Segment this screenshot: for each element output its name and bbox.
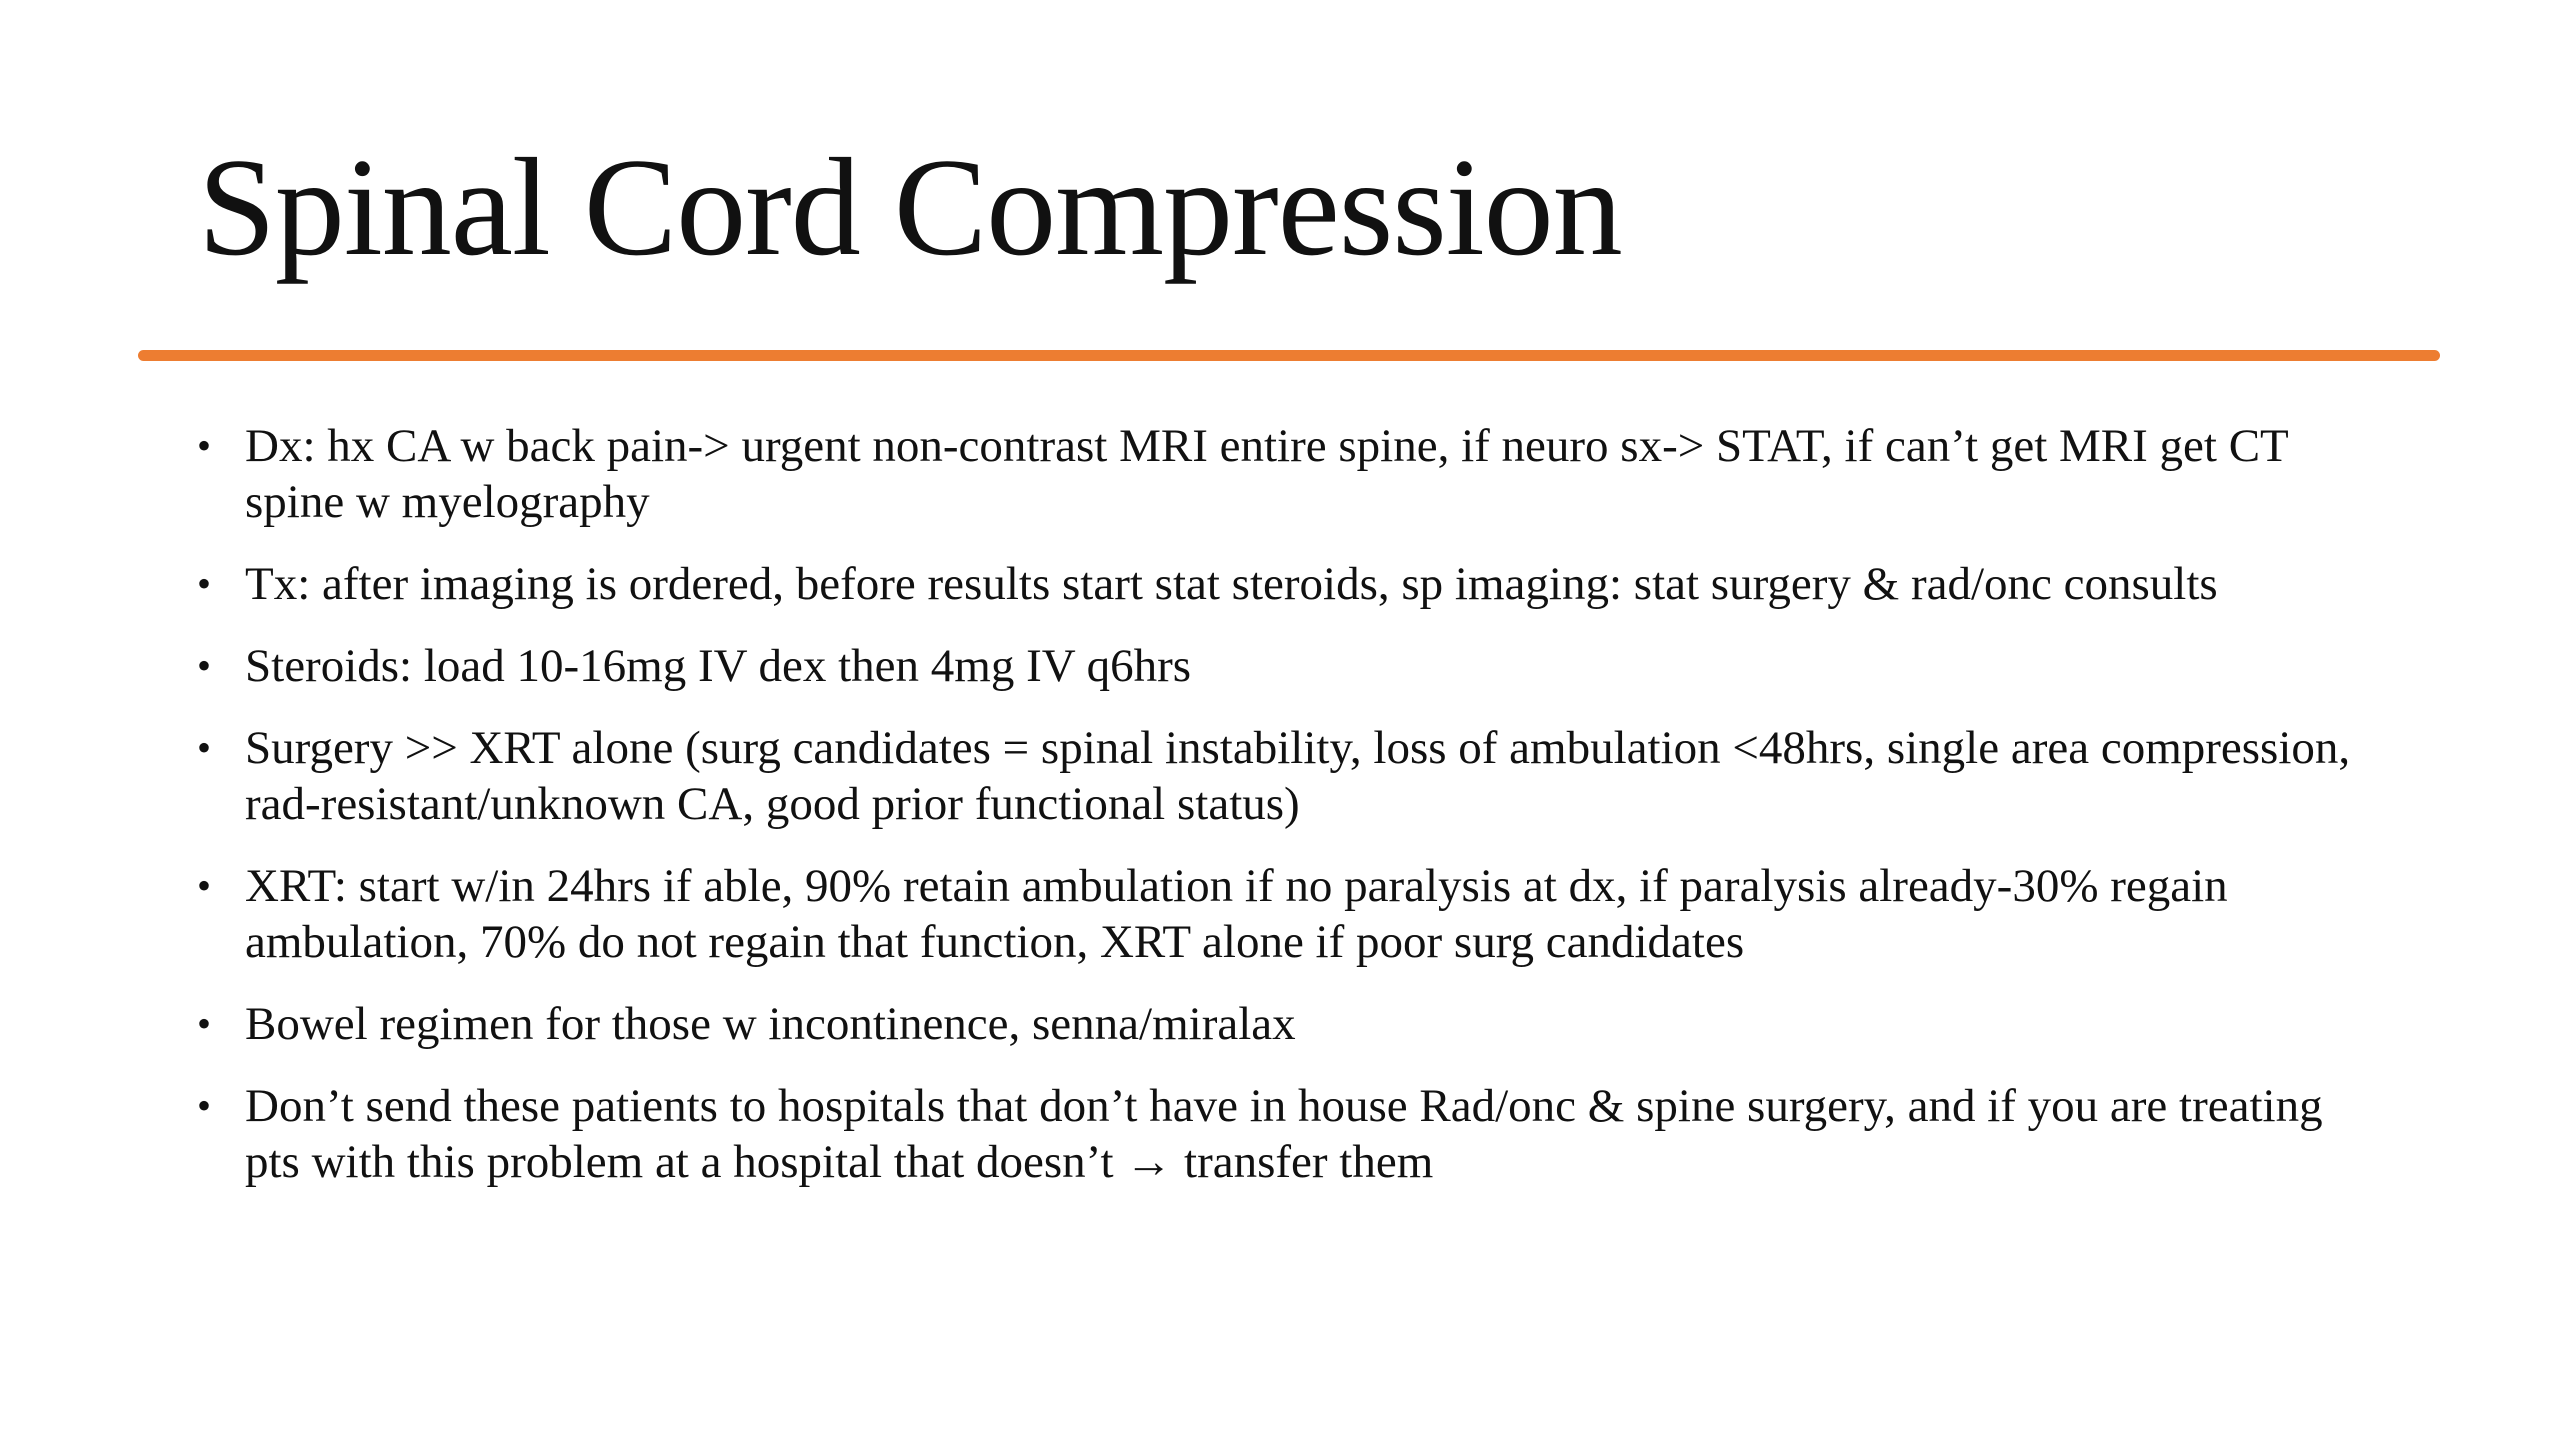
bullet-text: Surgery >> XRT alone (surg candidates = spinal instability, loss of ambulation <48hrs, single area compression, rad-resistant/unknown CA, good prior functional status) [245,722,2351,830]
slide-title: Spinal Cord Compression [198,130,1622,285]
bullet-dot-icon: • [197,643,212,688]
bullet-dot-icon: • [197,561,212,606]
bullet-text: Bowel regimen for those w incontinence, senna/miralax [245,998,1296,1050]
bullet-text: Steroids: load 10-16mg IV dex then 4mg IV q6hrs [245,640,1192,692]
bullet-dot-icon: • [197,863,212,908]
bullet-dot-icon: • [197,423,212,468]
bullet-text: Tx: after imaging is ordered, before results start stat steroids, sp imaging: stat surgery & rad/onc consults [245,558,2218,610]
title-divider [138,350,2440,361]
bullet-item [195,638,2375,694]
bullet-item [195,996,2375,1052]
bullet-dot-icon: • [197,1083,212,1128]
bullet-item [195,720,2375,832]
bullet-text: XRT: start w/in 24hrs if able, 90% retain ambulation if no paralysis at dx, if paralysis already-30% regain ambulation, 70% do not regain that function, XRT alone if poor surg candidates [245,860,2228,968]
bullet-item [195,418,2375,530]
bullet-dot-icon: • [197,1001,212,1046]
bullet-list [195,418,2375,1216]
bullet-text: Dx: hx CA w back pain-> urgent non-contrast MRI entire spine, if neuro sx-> STAT, if can’t get MRI get CT spine w myelography [245,420,2288,528]
bullet-dot-icon: • [197,725,212,770]
bullet-item [195,1078,2375,1190]
bullet-text: Don’t send these patients to hospitals that don’t have in house Rad/onc & spine surgery, and if you are treating pts with this problem at a hospital that doesn’t → transfer them [245,1080,2323,1188]
bullet-item [195,858,2375,970]
bullet-item [195,556,2375,612]
